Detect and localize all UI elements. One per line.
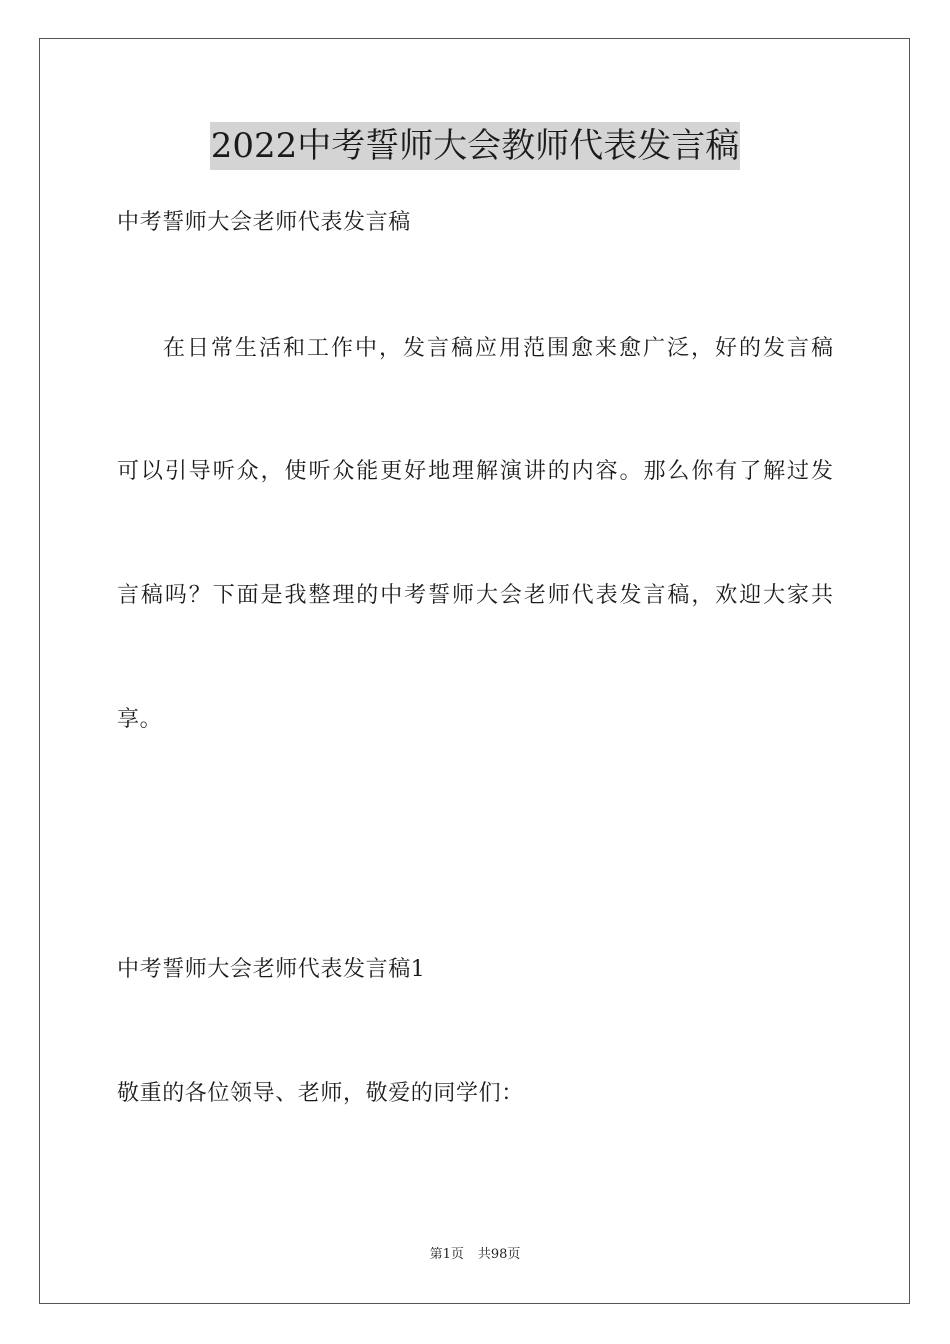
current-page-label: 第1页 [429,1247,464,1262]
title-container [0,122,950,170]
paragraph-line-2: 可以引导听众，使听众能更好地理解演讲的内容。那么你有了解过发 [117,459,833,484]
section-heading: 中考誓师大会老师代表发言稿1 [117,957,426,982]
salutation: 敬重的各位领导、老师，敬爱的同学们： [117,1081,524,1106]
document-title: 2022中考誓师大会教师代表发言稿 [210,122,741,170]
paragraph-line-3: 言稿吗？下面是我整理的中考誓师大会老师代表发言稿，欢迎大家共 [117,583,833,608]
paragraph-line-1: 在日常生活和工作中，发言稿应用范围愈来愈广泛，好的发言稿 [163,336,833,361]
document-subtitle: 中考誓师大会老师代表发言稿 [117,210,411,235]
paragraph-line-4: 享。 [117,707,163,732]
page-footer [0,1246,950,1264]
total-pages-label: 共98页 [477,1247,521,1262]
